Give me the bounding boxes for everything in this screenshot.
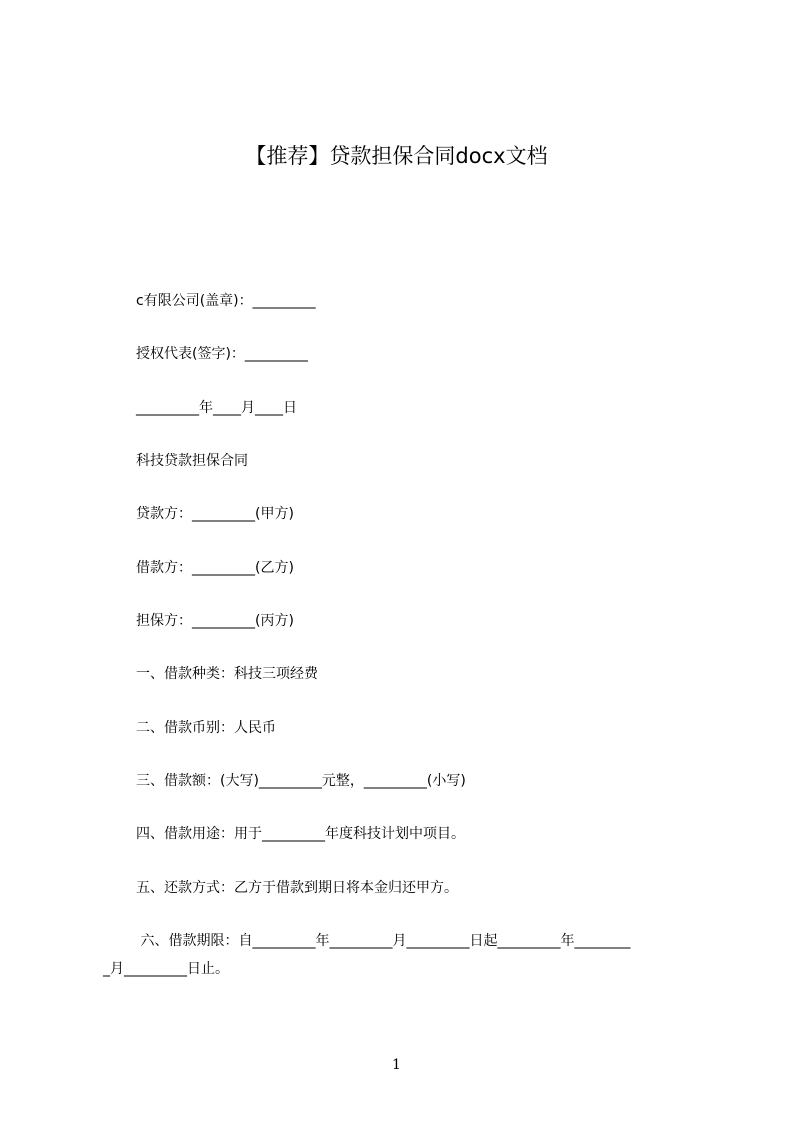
term-clause-continued: _月_________日止。 xyxy=(103,961,229,977)
borrower-line: 借款方：_________(乙方) xyxy=(136,560,294,576)
term-clause: 六、借款期限：自_________年_________月_________日起_________年________ xyxy=(136,933,631,949)
lender-line: 贷款方：_________(甲方) xyxy=(136,506,294,522)
company-seal-line: c有限公司(盖章)：_________ xyxy=(136,293,316,309)
amount-clause: 三、借款额：(大写)_________元整，_________(小写) xyxy=(136,773,466,789)
guarantor-line: 担保方：_________(丙方) xyxy=(136,613,294,629)
repayment-clause: 五、还款方式：乙方于借款到期日将本金归还甲方。 xyxy=(136,880,458,896)
purpose-clause: 四、借款用途：用于_________年度科技计划中项目。 xyxy=(136,826,465,842)
date-line: _________年____月____日 xyxy=(136,400,297,416)
loan-type-clause: 一、借款种类：科技三项经费 xyxy=(136,666,318,682)
contract-subtitle: 科技贷款担保合同 xyxy=(136,453,248,469)
authorized-rep-line: 授权代表(签字)：_________ xyxy=(136,346,308,362)
page-number: 1 xyxy=(392,1057,401,1073)
currency-clause: 二、借款币别：人民币 xyxy=(136,720,276,736)
document-title: 【推荐】贷款担保合同docx文档 xyxy=(245,144,548,168)
